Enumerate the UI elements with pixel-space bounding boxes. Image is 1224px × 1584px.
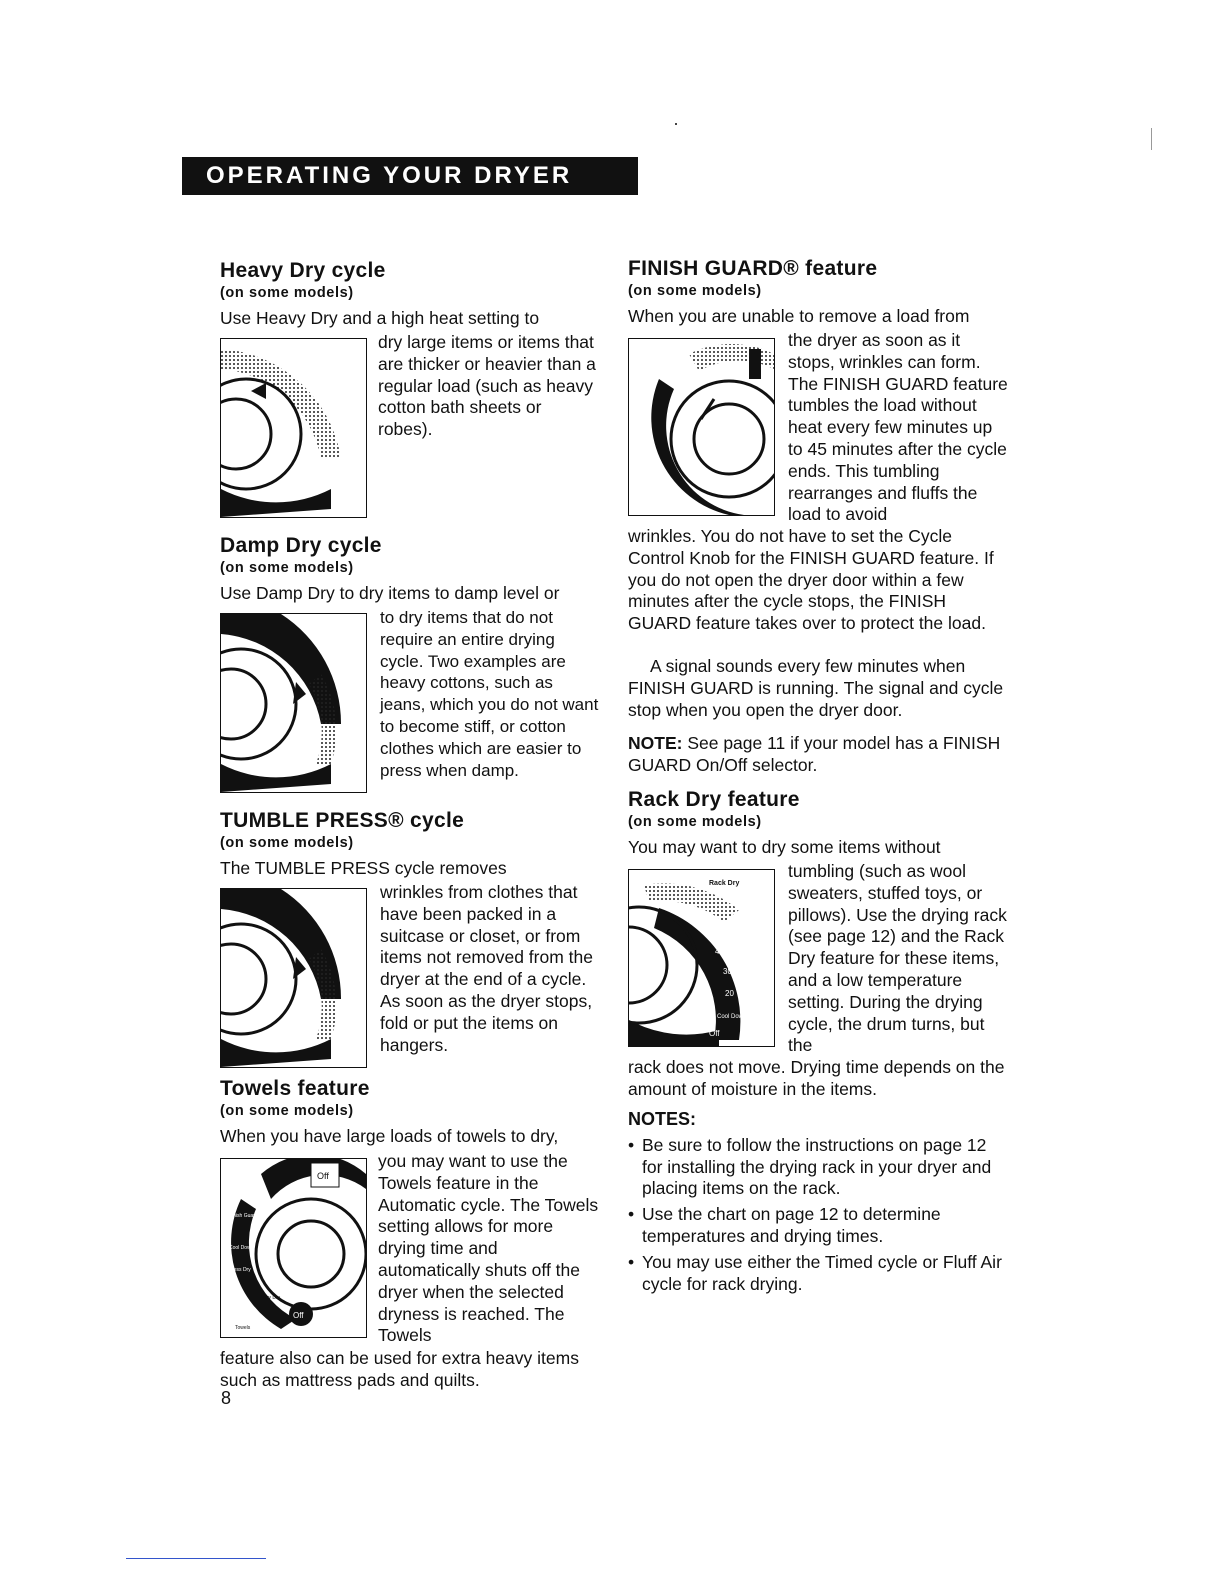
damp-dry-dial-illustration [220,613,367,793]
rack-dry-body-tail: rack does not move. Drying time depends on the amount of moisture in the items. [628,1057,1005,1099]
tumble-press-section [220,808,600,1055]
dial-icon [221,339,366,517]
finish-guard-lead: When you are unable to remove a load from [628,306,970,326]
heavy-dry-dial-illustration [220,338,367,518]
damp-dry-lead: Use Damp Dry to dry items to damp level or [220,583,560,603]
dial-icon [221,889,366,1067]
finish-guard-body-tail: wrinkles. You do not have to set the Cycle Control Knob for the FINISH GUARD feature. If you do not open the dryer door within a few minutes after the cycle stops, the FINISH GUARD feature takes over to protect the load. [628,526,994,634]
dial-label-cool-down: Cool Down [717,1014,747,1020]
dial-icon [629,870,774,1046]
dial-label-towels: Towels [235,1325,251,1331]
dial-label-50: 50 [704,927,713,936]
tumble-press-lead: The TUMBLE PRESS cycle removes [220,858,507,878]
dial-label-40: 40 [715,947,724,956]
dial-label-very-dry: Very Dry [261,1295,281,1301]
rack-dry-body: tumbling (such as wool sweaters, stuffed toys, or pillows). Use the drying rack (see page 12) and the Rack Dry feature for these items, and a low temperature setting. During the drying cycle, the drum turns, but the [788,861,1007,1056]
finish-guard-dial-illustration [628,338,775,516]
tumble-press-body: wrinkles from clothes that have been packed in a suitcase or closet, or from items not removed from the dryer at the end of a cycle. As soon as the dryer stops, fold or put the items on hangers. [380,882,593,1055]
towels-body-tail: feature also can be used for extra heavy items such as mattress pads and quilts. [220,1348,579,1390]
towels-body: you may want to use the Towels feature in the Automatic cycle. The Towels setting allows for more drying time and automatically shuts off the dryer when the selected dryness is reached. The Towels [378,1151,599,1346]
heavy-dry-body: dry large items or items that are thicker or heavier than a regular load (such as heavy cotton bath sheets or robes). [378,332,596,440]
rack-dry-title: Rack Dry feature [628,788,800,811]
scan-speck [675,123,677,125]
note-item: • You may use either the Timed cycle or Fluff Air cycle for rack drying. [628,1252,1008,1296]
towels-title: Towels feature [220,1077,370,1100]
dial-icon [221,614,366,792]
towels-lead: When you have large loads of towels to dry, [220,1126,559,1146]
finish-guard-section [628,256,1008,775]
heavy-dry-title: Heavy Dry cycle [220,259,386,282]
dial-label-70: 70 [673,905,682,914]
note-item: • Be sure to follow the instructions on page 12 for installing the drying rack in your dryer and placing items on the rack. [628,1135,1008,1200]
finish-guard-note [628,733,1008,777]
note-text: See page 11 if your model has a FINISH GUARD On/Off selector. [628,733,1001,775]
towels-dial-illustration [220,1158,367,1338]
rack-dry-lead: You may want to dry some items without [628,837,941,857]
rack-dry-subtitle: (on some models) [628,814,762,830]
scan-mark [1151,128,1152,150]
notes-heading: NOTES: [628,1109,697,1129]
damp-dry-subtitle: (on some models) [220,560,354,576]
dial-icon [629,339,774,515]
heavy-dry-subtitle: (on some models) [220,285,354,301]
dial-label-off: Off [317,1171,329,1181]
page-number: 8 [221,1388,232,1408]
footer-rule [126,1558,266,1559]
damp-dry-body: to dry items that do not require an entire drying cycle. Two examples are heavy cottons, such as jeans, which you do not want to become stiff, or cotton clothes which are easier to press when damp. [380,608,599,780]
dial-label-less-dry: Less Dry [231,1267,251,1273]
finish-guard-title: FINISH GUARD® feature [628,257,878,280]
damp-dry-section [220,533,600,780]
notes-list [628,1135,1008,1296]
tumble-press-subtitle: (on some models) [220,835,354,851]
dial-label-cool-down: Cool Down [229,1245,254,1251]
dial-label-off: Off [709,1029,720,1038]
finish-guard-signal-paragraph: A signal sounds every few minutes when FINISH GUARD is running. The signal and cycle stop when you open the dryer door. [628,656,1004,720]
heavy-dry-lead: Use Heavy Dry and a high heat setting to [220,308,540,328]
tumble-press-title: TUMBLE PRESS® cycle [220,809,465,832]
finish-guard-body: the dryer as soon as it stops, wrinkles can form. The FINISH GUARD feature tumbles the load without heat every few minutes up to 45 minutes after the cycle ends. This tumbling rearranges and fluffs the load to avoid [788,330,1008,525]
note-label: NOTE: [628,733,683,753]
rack-dry-section [628,787,1008,1294]
heavy-dry-section [220,258,600,440]
dial-label-rack-dry: Rack Dry [709,880,740,887]
dial-label-off-2: Off [293,1311,304,1320]
dial-label-30: 30 [723,967,732,976]
towels-section [220,1076,600,1390]
section-banner: OPERATING YOUR DRYER [182,157,638,195]
towels-subtitle: (on some models) [220,1103,354,1119]
damp-dry-title: Damp Dry cycle [220,534,382,557]
rack-dry-dial-illustration [628,869,775,1047]
dial-label-finish-guard: Finish Guard [229,1213,258,1219]
tumble-press-dial-illustration [220,888,367,1068]
dial-icon [221,1159,366,1337]
note-item: • Use the chart on page 12 to determine temperatures and drying times. [628,1204,1008,1248]
finish-guard-subtitle: (on some models) [628,283,762,299]
dial-label-60: 60 [687,913,696,922]
dial-label-20: 20 [725,989,734,998]
rack-dry-notes [628,1109,1008,1295]
